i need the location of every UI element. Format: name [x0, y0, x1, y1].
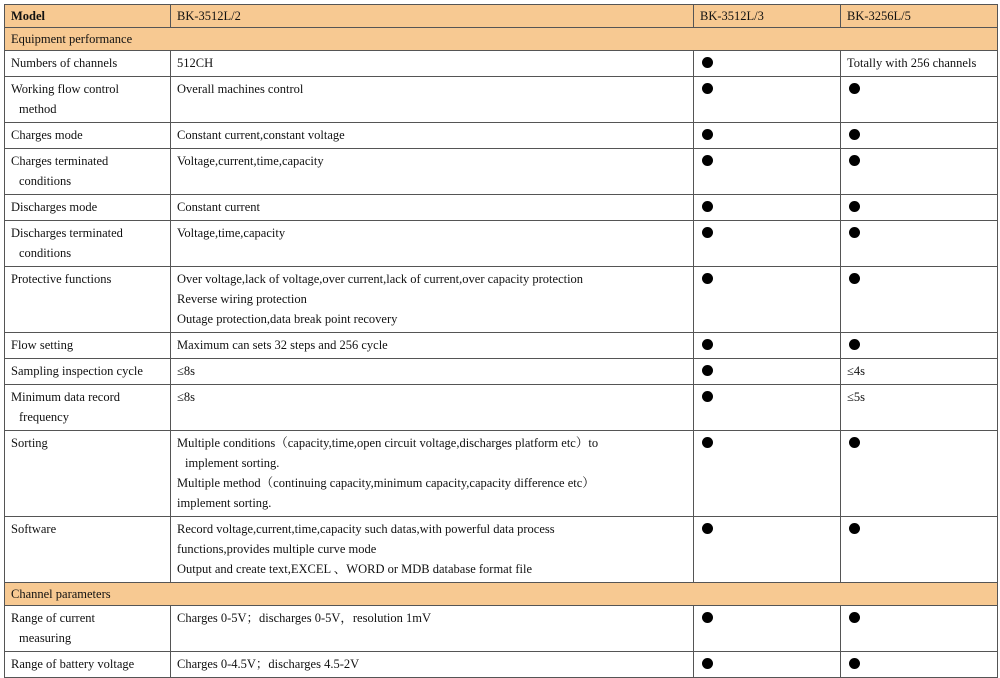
- row-label: [5, 77, 171, 123]
- row-col4: [841, 385, 998, 431]
- header-row: [5, 5, 998, 28]
- table-row: [5, 385, 998, 431]
- row-label-line: Minimum data record: [11, 390, 120, 404]
- row-value: [171, 652, 694, 678]
- row-col3: [694, 652, 841, 678]
- row-col4-text: ≤4s: [847, 364, 865, 378]
- filled-circle-icon: [702, 155, 713, 166]
- filled-circle-icon: [849, 612, 860, 623]
- row-label-line: Charges mode: [11, 128, 83, 142]
- filled-circle-icon: [849, 227, 860, 238]
- row-value-line: Voltage,time,capacity: [177, 226, 286, 240]
- row-col4: [841, 431, 998, 517]
- row-value-line: implement sorting.: [185, 456, 280, 470]
- row-value: [171, 517, 694, 583]
- row-value-line: Reverse wiring protection: [177, 292, 307, 306]
- row-col4: [841, 517, 998, 583]
- table-row: [5, 195, 998, 221]
- row-col3: [694, 51, 841, 77]
- row-col3: [694, 221, 841, 267]
- header-col-2: BK-3512L/3: [694, 5, 841, 28]
- row-label-line: Working flow control: [11, 82, 120, 96]
- row-label: [5, 431, 171, 517]
- row-value: [171, 267, 694, 333]
- filled-circle-icon: [702, 227, 713, 238]
- row-value-line: Overall machines control: [177, 82, 304, 96]
- row-label-line: Charges terminated: [11, 154, 109, 168]
- row-col4: [841, 606, 998, 652]
- row-label-line: Discharges terminated: [11, 226, 123, 240]
- table-row: [5, 267, 998, 333]
- row-col3: [694, 123, 841, 149]
- filled-circle-icon: [849, 273, 860, 284]
- row-value: [171, 333, 694, 359]
- row-value-line: Multiple method（continuing capacity,minimum capacity,capacity difference etc）: [177, 476, 595, 490]
- filled-circle-icon: [702, 658, 713, 669]
- row-value: [171, 385, 694, 431]
- row-value-line: functions,provides multiple curve mode: [177, 542, 377, 556]
- row-col4: [841, 652, 998, 678]
- row-label: [5, 385, 171, 431]
- row-label-line: measuring: [19, 631, 72, 645]
- header-col-3: BK-3256L/5: [841, 5, 998, 28]
- section-title: Channel parameters: [5, 583, 998, 606]
- row-col4: [841, 123, 998, 149]
- filled-circle-icon: [702, 57, 713, 68]
- table-row: [5, 359, 998, 385]
- row-label: [5, 149, 171, 195]
- row-value-line: ≤8s: [177, 364, 195, 378]
- filled-circle-icon: [702, 273, 713, 284]
- row-col3: [694, 333, 841, 359]
- row-col3: [694, 195, 841, 221]
- header-col-1: BK-3512L/2: [171, 5, 694, 28]
- row-label-line: Numbers of channels: [11, 56, 118, 70]
- filled-circle-icon: [849, 658, 860, 669]
- row-label: [5, 123, 171, 149]
- row-value-line: 512CH: [177, 56, 214, 70]
- row-value: [171, 359, 694, 385]
- row-value-line: Constant current,constant voltage: [177, 128, 345, 142]
- header-model: Model: [5, 5, 171, 28]
- row-col4: [841, 149, 998, 195]
- filled-circle-icon: [702, 365, 713, 376]
- row-value: [171, 149, 694, 195]
- row-label: [5, 333, 171, 359]
- row-value: [171, 77, 694, 123]
- row-col4: [841, 221, 998, 267]
- row-label: [5, 359, 171, 385]
- row-label-line: conditions: [19, 174, 72, 188]
- row-col4: [841, 333, 998, 359]
- row-col3: [694, 149, 841, 195]
- row-label-line: Sampling inspection cycle: [11, 364, 143, 378]
- row-value: [171, 195, 694, 221]
- row-value: [171, 606, 694, 652]
- row-value-line: Over voltage,lack of voltage,over current,lack of current,over capacity protection: [177, 272, 584, 286]
- filled-circle-icon: [849, 155, 860, 166]
- row-label-line: conditions: [19, 246, 72, 260]
- row-label: [5, 267, 171, 333]
- row-label: [5, 221, 171, 267]
- row-label: [5, 652, 171, 678]
- row-value-line: Charges 0-5V；discharges 0-5V，resolution 1mV: [177, 611, 432, 625]
- row-col4-text: ≤5s: [847, 390, 865, 404]
- row-label-line: Software: [11, 522, 57, 536]
- row-col4: [841, 267, 998, 333]
- row-value: [171, 123, 694, 149]
- filled-circle-icon: [849, 129, 860, 140]
- row-label-line: Flow setting: [11, 338, 74, 352]
- spec-table-body: [5, 5, 998, 678]
- row-label-line: method: [19, 102, 57, 116]
- table-row: [5, 431, 998, 517]
- row-label: [5, 195, 171, 221]
- row-value-line: ≤8s: [177, 390, 195, 404]
- filled-circle-icon: [702, 523, 713, 534]
- row-col3: [694, 431, 841, 517]
- section-title: Equipment performance: [5, 28, 998, 51]
- filled-circle-icon: [702, 391, 713, 402]
- row-label-line: Range of current: [11, 611, 95, 625]
- table-row: [5, 606, 998, 652]
- filled-circle-icon: [849, 523, 860, 534]
- row-col3: [694, 359, 841, 385]
- row-value-line: Constant current: [177, 200, 260, 214]
- row-label: [5, 517, 171, 583]
- filled-circle-icon: [702, 201, 713, 212]
- row-label: [5, 51, 171, 77]
- row-label: [5, 606, 171, 652]
- row-label-line: Range of battery voltage: [11, 657, 135, 671]
- filled-circle-icon: [849, 83, 860, 94]
- row-col4: [841, 359, 998, 385]
- section-row: [5, 583, 998, 606]
- row-value-line: Voltage,current,time,capacity: [177, 154, 324, 168]
- table-row: [5, 221, 998, 267]
- row-value-line: Maximum can sets 32 steps and 256 cycle: [177, 338, 388, 352]
- row-col4: [841, 195, 998, 221]
- row-col4-text: Totally with 256 channels: [847, 56, 977, 70]
- row-value: [171, 431, 694, 517]
- row-col3: [694, 77, 841, 123]
- filled-circle-icon: [849, 201, 860, 212]
- filled-circle-icon: [702, 83, 713, 94]
- table-row: [5, 149, 998, 195]
- table-row: [5, 517, 998, 583]
- filled-circle-icon: [702, 612, 713, 623]
- filled-circle-icon: [849, 339, 860, 350]
- row-value-line: Outage protection,data break point recovery: [177, 312, 398, 326]
- row-col3: [694, 606, 841, 652]
- table-row: [5, 333, 998, 359]
- row-value-line: Record voltage,current,time,capacity such datas,with powerful data process: [177, 522, 555, 536]
- filled-circle-icon: [702, 437, 713, 448]
- filled-circle-icon: [702, 339, 713, 350]
- row-value-line: Multiple conditions（capacity,time,open circuit voltage,discharges platform etc）to: [177, 436, 599, 450]
- row-value-line: Charges 0-4.5V；discharges 4.5-2V: [177, 657, 360, 671]
- row-col4: [841, 51, 998, 77]
- row-label-line: frequency: [19, 410, 69, 424]
- row-value-line: Output and create text,EXCEL 、WORD or MDB database format file: [177, 562, 532, 576]
- row-col4: [841, 77, 998, 123]
- row-col3: [694, 267, 841, 333]
- row-label-line: Discharges mode: [11, 200, 98, 214]
- filled-circle-icon: [849, 437, 860, 448]
- table-row: [5, 77, 998, 123]
- row-col3: [694, 517, 841, 583]
- table-row: [5, 123, 998, 149]
- section-row: [5, 28, 998, 51]
- row-value: [171, 51, 694, 77]
- row-col3: [694, 385, 841, 431]
- table-row: [5, 51, 998, 77]
- row-label-line: Protective functions: [11, 272, 112, 286]
- filled-circle-icon: [702, 129, 713, 140]
- row-value: [171, 221, 694, 267]
- spec-table: [4, 4, 998, 678]
- row-label-line: Sorting: [11, 436, 48, 450]
- row-value-line: implement sorting.: [177, 496, 272, 510]
- table-row: [5, 652, 998, 678]
